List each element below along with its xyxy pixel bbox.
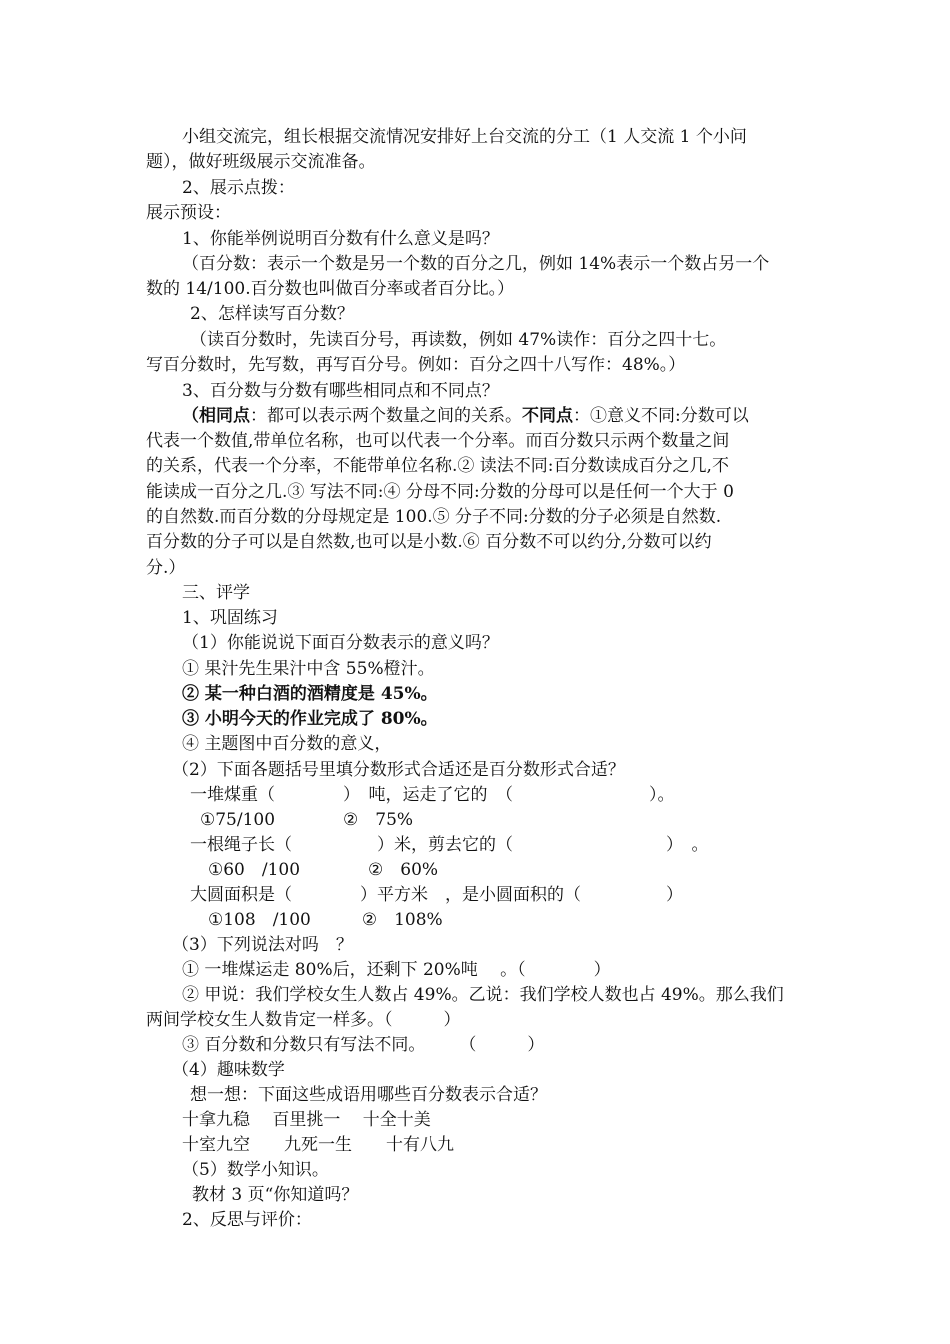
exercise-title: （4）趣味数学 [172,1060,285,1080]
section-heading: 1、巩固练习 [182,608,278,628]
exercise-item: ③ 小明今天的作业完成了 80%。 [182,709,438,729]
exercise-title: （2）下面各题括号里填分数形式合适还是百分数形式合适？ [172,760,625,780]
exercise-item: 教材 3 页“你知道吗？ [192,1185,359,1205]
answer-line: 代表一个数值,带单位名称，也可以代表一个分率。而百分数只示两个数量之间 [146,431,730,451]
idiom-row: 十室九空 九死一生 十有八九 [182,1135,454,1155]
exercise-options: ①60 /100 ② 60% [208,860,439,880]
answer-line: 写百分数时，先写数，再写百分号。例如：百分之四十八写作：48%。） [146,355,686,375]
exercise-item: ① 一堆煤运走 80%后，还剩下 20%吨 。（ ） [182,960,611,980]
question-title: 1、你能举例说明百分数有什么意义是吗？ [182,229,499,249]
exercise-item: ① 果汁先生果汁中含 55%橙汁。 [182,659,435,679]
exercise-item: ④ 主题图中百分数的意义， [182,734,392,754]
exercise-item: 一根绳子长（ ）米，剪去它的（ ） 。 [190,835,709,855]
exercise-item: ② 某一种白酒的酒精度是 45%。 [182,684,438,704]
paragraph-line: 小组交流完，组长根据交流情况安排好上台交流的分工（1 人交流 1 个小问 [182,127,747,147]
section-heading: 2、展示点拨： [182,178,295,198]
diff-points-label: 不同点 [522,406,573,426]
exercise-item: ② 甲说：我们学校女生人数占 49%。乙说：我们学校人数也占 49%。那么我们 [182,985,784,1005]
same-points-label: 相同点 [199,406,250,426]
exercise-item: ③ 百分数和分数只有写法不同。 （ ） [182,1035,545,1055]
answer-line [182,406,749,426]
question-title: 2、怎样读写百分数？ [190,304,354,324]
section-heading: 展示预设： [146,203,231,223]
answer-line: 的关系，代表一个分率，不能带单位名称.② 读法不同:百分数读成百分之几,不 [146,456,729,476]
exercise-title: （1）你能说说下面百分数表示的意义吗？ [182,633,499,653]
exercise-options: ①75/100 ② 75% [200,810,414,830]
exercise-item: 一堆煤重（ ） 吨，运走了它的 （ ）。 [190,785,675,805]
answer-text: ：①意义不同:分数可以 [573,406,749,426]
answer-line: 能读成一百分之几.③ 写法不同:④ 分母不同:分数的分母可以是任何一个大于 0 [146,482,734,502]
exercise-item: 两间学校女生人数肯定一样多。（ ） [146,1010,461,1030]
idiom-row: 十拿九稳 百里挑一 十全十美 [182,1110,431,1130]
answer-line: 的自然数.而百分数的分母规定是 100.⑤ 分子不同:分数的分子必须是自然数. [146,507,722,527]
answer-line: 分.） [146,558,186,578]
paren-open: （ [182,406,199,426]
section-heading: 2、反思与评价： [182,1210,312,1230]
exercise-item: 大圆面积是（ ）平方米 ，是小圆面积的（ ） [190,885,683,905]
exercise-item: 想一想：下面这些成语用哪些百分数表示合适？ [190,1085,547,1105]
answer-line: （百分数：表示一个数是另一个数的百分之几，例如 14%表示一个数占另一个 [182,254,770,274]
section-heading: 三、评学 [182,583,250,603]
question-title: 3、百分数与分数有哪些相同点和不同点？ [182,381,499,401]
exercise-options: ①108 /100 ② 108% [208,910,443,930]
answer-line: 百分数的分子可以是自然数,也可以是小数.⑥ 百分数不可以约分,分数可以约 [146,532,712,552]
answer-line: 数的 14/100.百分数也叫做百分率或者百分比。） [146,279,515,299]
exercise-title: （3）下列说法对吗 ？ [172,935,353,955]
answer-text: ：都可以表示两个数量之间的关系。 [250,406,522,426]
exercise-title: （5）数学小知识。 [182,1160,329,1180]
paragraph-line: 题），做好班级展示交流准备。 [146,152,376,172]
answer-line: （读百分数时，先读百分号，再读数，例如 47%读作：百分之四十七。 [190,330,727,350]
